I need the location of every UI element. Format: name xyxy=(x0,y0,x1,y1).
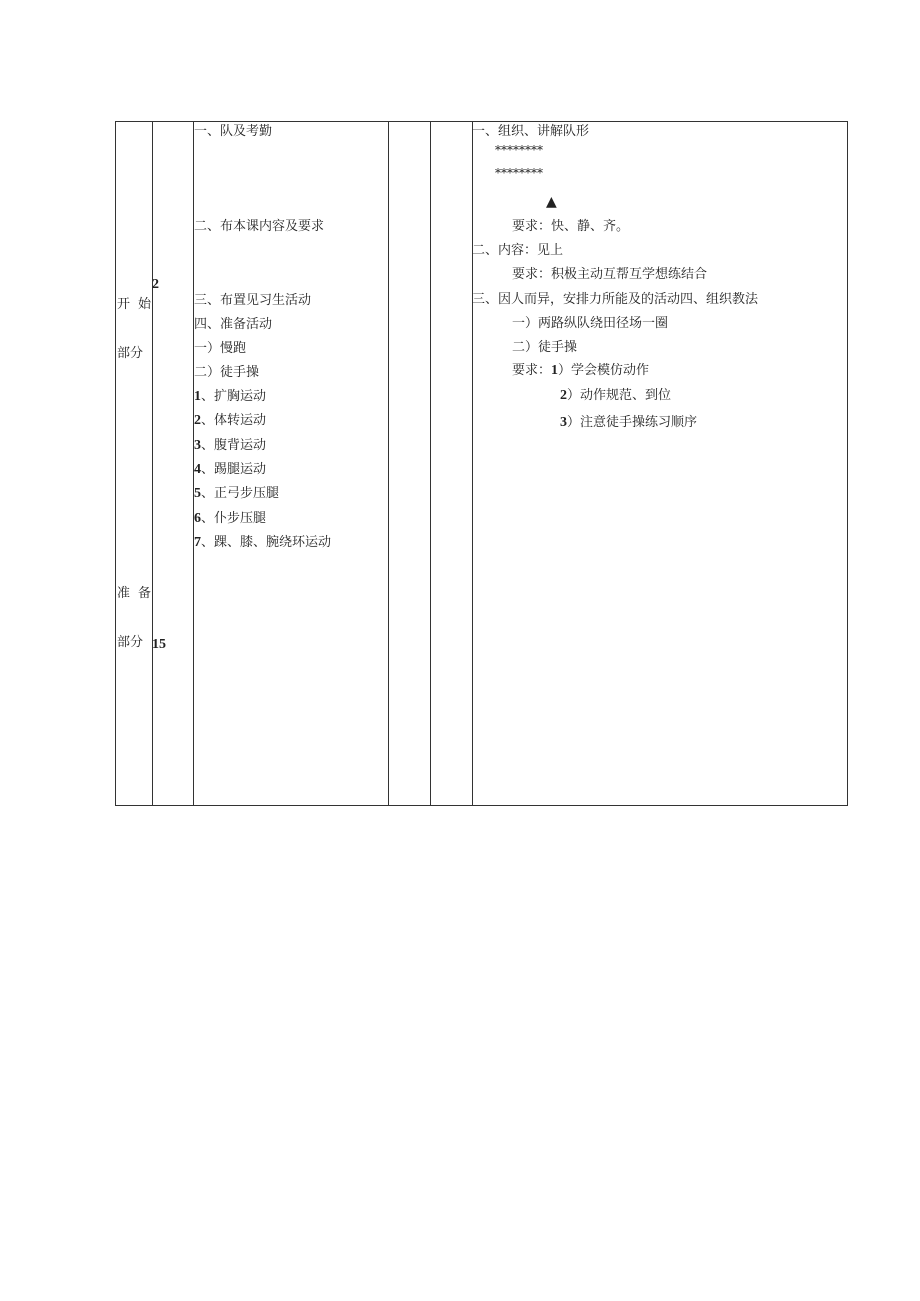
section-start-label: 部分 xyxy=(117,346,144,361)
exercise-item: 3、腹背运动 xyxy=(194,438,267,453)
exercise-item: 2、体转运动 xyxy=(194,413,267,428)
section-prep-char2: 备 xyxy=(138,586,152,601)
org-line-3: 三、因人而异，安排力所能及的活动四、组织教法 xyxy=(472,292,759,307)
section-start-char1: 开 xyxy=(117,297,131,312)
section-prep-char1: 准 xyxy=(117,586,131,601)
org-requirement-5: 3）注意徒手操练习顺序 xyxy=(560,415,698,430)
org-requirement-1: 要求：快、静、齐。 xyxy=(512,219,630,234)
org-requirement-3: 要求：1）学会模仿动作 xyxy=(512,363,650,378)
section-prep-label: 部分 xyxy=(117,635,144,650)
exercise-item: 5、正弓步压腿 xyxy=(194,486,280,501)
content-item-4: 四、准备活动 xyxy=(194,317,273,332)
section-start-char2: 始 xyxy=(138,297,152,312)
content-item-3: 三、布置见习生活动 xyxy=(194,293,312,308)
content-sub-2: 二）徒手操 xyxy=(194,365,260,380)
content-sub-1: 一）慢跑 xyxy=(194,341,247,356)
column-divider xyxy=(152,122,153,805)
org-requirement-2: 要求：积极主动互帮互学想练结合 xyxy=(512,267,708,282)
column-divider xyxy=(388,122,389,805)
org-requirement-4: 2）动作规范、到位 xyxy=(560,388,672,403)
formation-row-2: ******** xyxy=(495,166,543,180)
exercise-item: 7、踝、膝、腕绕环运动 xyxy=(194,535,332,550)
exercise-item: 4、踢腿运动 xyxy=(194,462,267,477)
content-item-1: 一、队及考勤 xyxy=(194,124,273,139)
exercise-item: 6、仆步压腿 xyxy=(194,511,267,526)
start-time: 2 xyxy=(152,277,159,292)
org-line-1: 一、组织、讲解队形 xyxy=(472,124,590,139)
teacher-position-icon: ▲ xyxy=(546,194,557,210)
org-line-5: 二）徒手操 xyxy=(512,340,578,355)
content-item-2: 二、布本课内容及要求 xyxy=(194,219,325,234)
prep-time: 15 xyxy=(152,637,166,652)
column-divider xyxy=(430,122,431,805)
org-line-2: 二、内容：见上 xyxy=(472,243,564,258)
org-line-4: 一）两路纵队绕田径场一圈 xyxy=(512,316,669,331)
column-divider xyxy=(472,122,473,805)
exercise-item: 1、扩胸运动 xyxy=(194,389,267,404)
formation-row-1: ******** xyxy=(495,143,543,157)
